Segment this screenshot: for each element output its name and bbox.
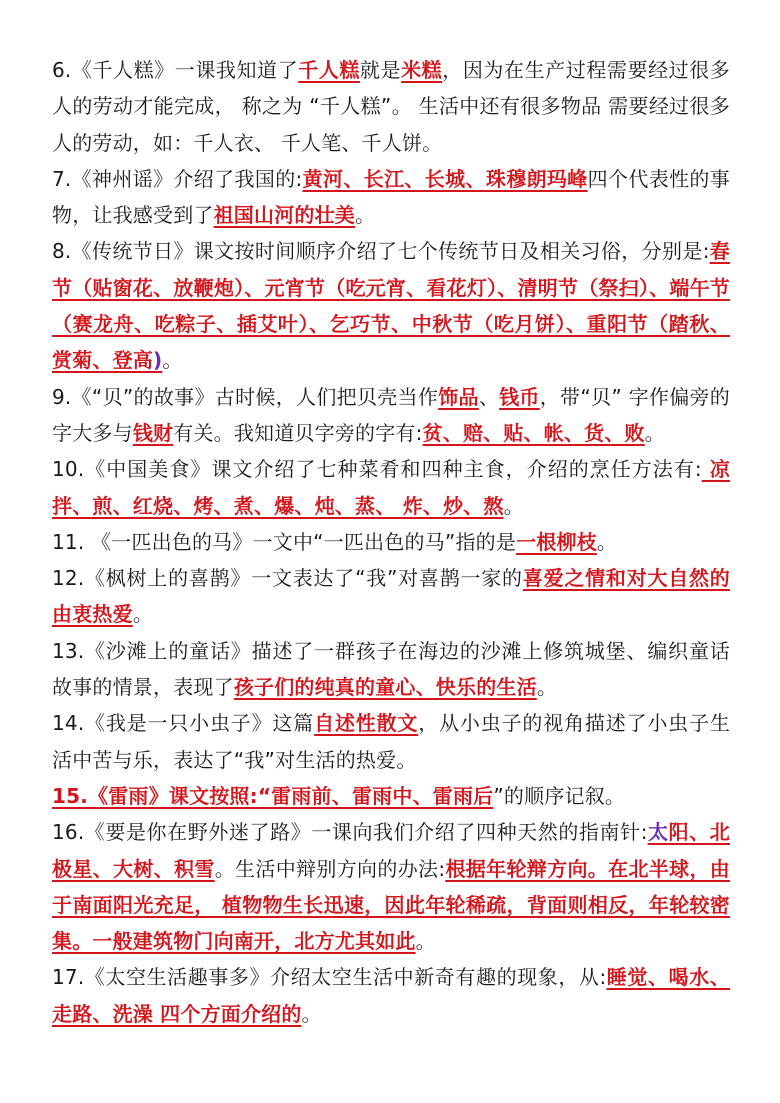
answer-text: 饰品: [438, 384, 479, 409]
note-text: 、: [478, 384, 500, 409]
note-text: 。生活中辩别方向的办法:: [214, 856, 446, 881]
note-item: [52, 233, 730, 378]
answer-text: 根据年轮辩方向。在北半球，由于南面阳光充足， 植物物生长迅速，因此年轮稀疏，背面则相反，年轮较密集。一般建筑物门向南开，北方尤其如此: [52, 856, 730, 954]
note-text: ，因为在生产过程需要经过很多人的劳动才能完成， 称之为 “千人糕”。 生活中还有很多物品 需要经过很多人的劳动，如：千人衣、 千人笔、千人饼。: [52, 58, 730, 155]
note-text: 。: [132, 602, 154, 627]
note-text: 四个代表性的事物，让我感受到了: [52, 166, 730, 228]
answer-text: 自述性散文: [314, 711, 419, 736]
note-item: [52, 52, 730, 161]
answer-text: 贫、赔、贴、帐、货、败: [422, 420, 645, 445]
note-text: ，带“贝” 字作偏旁的字大多与: [52, 384, 731, 445]
note-text: ”的顺序记叙。: [493, 783, 626, 808]
note-text: 12.《枫树上的喜鹊》一文表达了“我”对喜鹊一家的: [52, 566, 523, 591]
note-text: 。: [301, 1001, 322, 1026]
answer-text: 春节（贴窗花、放鞭炮）、元宵节（吃元宵、看花灯）、清明节（祭扫）、端午节（赛龙舟、吃粽子、插艾叶）、乞巧节、中秋节（吃月饼）、重阳节（踏秋、赏菊、登高: [52, 239, 730, 373]
note-item: [52, 705, 730, 778]
note-item: [52, 633, 730, 706]
note-text: 6.《千人糕》一课我知道了: [52, 58, 299, 82]
note-text: 就是: [359, 58, 402, 82]
answer-text: 黄河、长江、长城、珠穆朗玛峰: [302, 166, 588, 191]
note-item: [52, 814, 730, 959]
answer-text: 凉拌、煎、红烧、烤、煮、爆、炖、蒸、 炸、炒、熬: [52, 457, 730, 518]
answer-text: 千人糕: [298, 58, 360, 82]
note-text: 。: [162, 348, 183, 373]
note-item: [52, 451, 730, 524]
answer-text: 15.《雷雨》课文按照:“雷雨前、雷雨中、雷雨后: [52, 783, 494, 808]
answer-text: 米糕: [401, 58, 443, 82]
note-item: [52, 524, 730, 560]
note-text: ，从小虫子的视角描述了小虫子生活中苦与乐，表达了“我”对生活的热爱。: [52, 711, 731, 772]
note-text: 。: [503, 493, 524, 518]
note-text: 16.《要是你在野外迷了路》一课向我们介绍了四种天然的指南针:: [52, 820, 648, 845]
note-text: 。: [355, 203, 376, 228]
note-text: 14.《我是一只小虫子》这篇: [52, 711, 315, 736]
note-item: [52, 778, 730, 814]
note-text: 13.《沙滩上的童话》描述了一群孩子在海边的沙滩上修筑城堡、编织童话故事的情景，表现了: [52, 638, 730, 700]
note-text: 10.《中国美食》课文介绍了七种菜肴和四种主食，介绍的烹任方法有:: [52, 457, 702, 482]
answer-text: 太: [647, 820, 669, 845]
note-text: 。: [536, 675, 558, 700]
note-text: 8.《传统节日》课文按时间顺序介绍了七个传统节日及相关习俗，分别是:: [52, 239, 710, 264]
note-text: 有关。我知道贝字旁的字有:: [173, 420, 423, 445]
note-text: 。: [644, 420, 665, 445]
answer-text: 钱币: [499, 384, 540, 409]
answer-text: 祖国山河的壮美: [213, 203, 356, 228]
note-item: [52, 379, 730, 452]
answer-text: 钱财: [132, 420, 174, 445]
note-text: 7.《神州谣》介绍了我国的:: [52, 166, 303, 191]
document-body: [52, 52, 730, 1032]
note-item: [52, 161, 730, 234]
note-item: [52, 560, 730, 633]
note-text: 17.《太空生活趣事多》介绍太空生活中新奇有趣的现象，从:: [52, 965, 607, 990]
note-text: 。: [415, 929, 436, 954]
note-item: [52, 959, 730, 1032]
note-text: 9.《“贝”的故事》古时候，人们把贝壳当作: [52, 384, 439, 409]
answer-text: 孩子们的纯真的童心、快乐的生活: [233, 675, 537, 700]
note-text: 11. 《一匹出色的马》一文中“一匹出色的马”指的是: [52, 529, 517, 554]
answer-text: 睡觉、喝水、走路、洗澡 四个方面介绍的: [52, 965, 730, 1026]
answer-text: 阳、北极星、大树、积雪: [52, 820, 731, 881]
answer-text: 一根柳枝: [516, 529, 597, 554]
answer-text: ): [153, 348, 163, 373]
note-text: 。: [596, 529, 618, 554]
answer-text: 喜爱之情和对大自然的由衷热爱: [52, 566, 731, 627]
